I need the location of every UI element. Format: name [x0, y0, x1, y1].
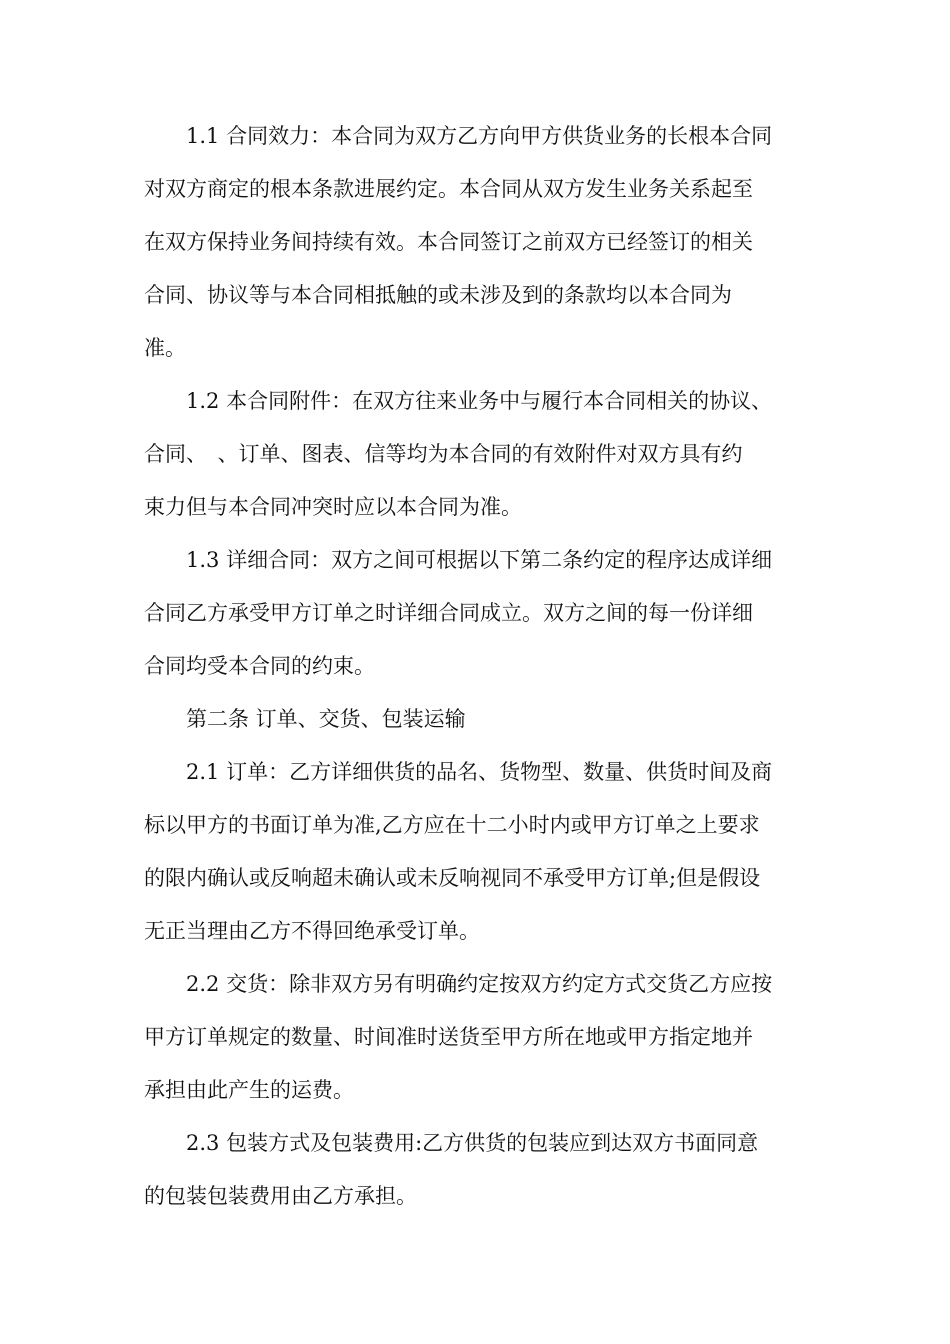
heading-line: 第二条 订单、交货、包装运输	[144, 707, 466, 731]
document-body	[144, 110, 814, 1223]
text-line: 1.2 本合同附件：在双方往来业务中与履行本合同相关的协议、	[144, 389, 773, 413]
text-line: 甲方订单规定的数量、时间准时送货至甲方所在地或甲方指定地并	[144, 1025, 753, 1049]
text-line: 2.1 订单：乙方详细供货的品名、货物型、数量、供货时间及商	[144, 760, 773, 784]
clause-2-1-paragraph	[144, 746, 814, 958]
text-line: 2.2 交货：除非双方另有明确约定按双方约定方式交货乙方应按	[144, 972, 773, 996]
clause-2-2-paragraph	[144, 958, 814, 1117]
clause-1-2-paragraph	[144, 375, 814, 534]
text-line: 1.1 合同效力：本合同为双方乙方向甲方供货业务的长根本合同	[144, 124, 773, 148]
text-line: 承担由此产生的运费。	[144, 1078, 354, 1102]
clause-2-3-paragraph	[144, 1117, 814, 1223]
text-line: 无正当理由乙方不得回绝承受订单。	[144, 919, 480, 943]
text-line: 1.3 详细合同：双方之间可根据以下第二条约定的程序达成详细	[144, 548, 773, 572]
text-line: 束力但与本合同冲突时应以本合同为准。	[144, 495, 522, 519]
text-line: 合同均受本合同的约束。	[144, 654, 375, 678]
text-line: 在双方保持业务间持续有效。本合同签订之前双方已经签订的相关	[144, 230, 753, 254]
text-line: 合同、 、订单、图表、信等均为本合同的有效附件对双方具有约	[144, 442, 743, 466]
text-line: 准。	[144, 336, 186, 360]
text-line: 2.3 包装方式及包装费用:乙方供货的包装应到达双方书面同意	[144, 1131, 759, 1155]
article-2-heading	[144, 693, 814, 746]
text-line: 对双方商定的根本条款进展约定。本合同从双方发生业务关系起至	[144, 177, 753, 201]
text-line: 标以甲方的书面订单为准,乙方应在十二小时内或甲方订单之上要求	[144, 813, 760, 837]
text-line: 的包装包装费用由乙方承担。	[144, 1184, 417, 1208]
clause-1-1-paragraph	[144, 110, 814, 375]
text-line: 的限内确认或反响超未确认或未反响视同不承受甲方订单;但是假设	[144, 866, 761, 890]
text-line: 合同乙方承受甲方订单之时详细合同成立。双方之间的每一份详细	[144, 601, 753, 625]
text-line: 合同、协议等与本合同相抵触的或未涉及到的条款均以本合同为	[144, 283, 732, 307]
clause-1-3-paragraph	[144, 534, 814, 693]
